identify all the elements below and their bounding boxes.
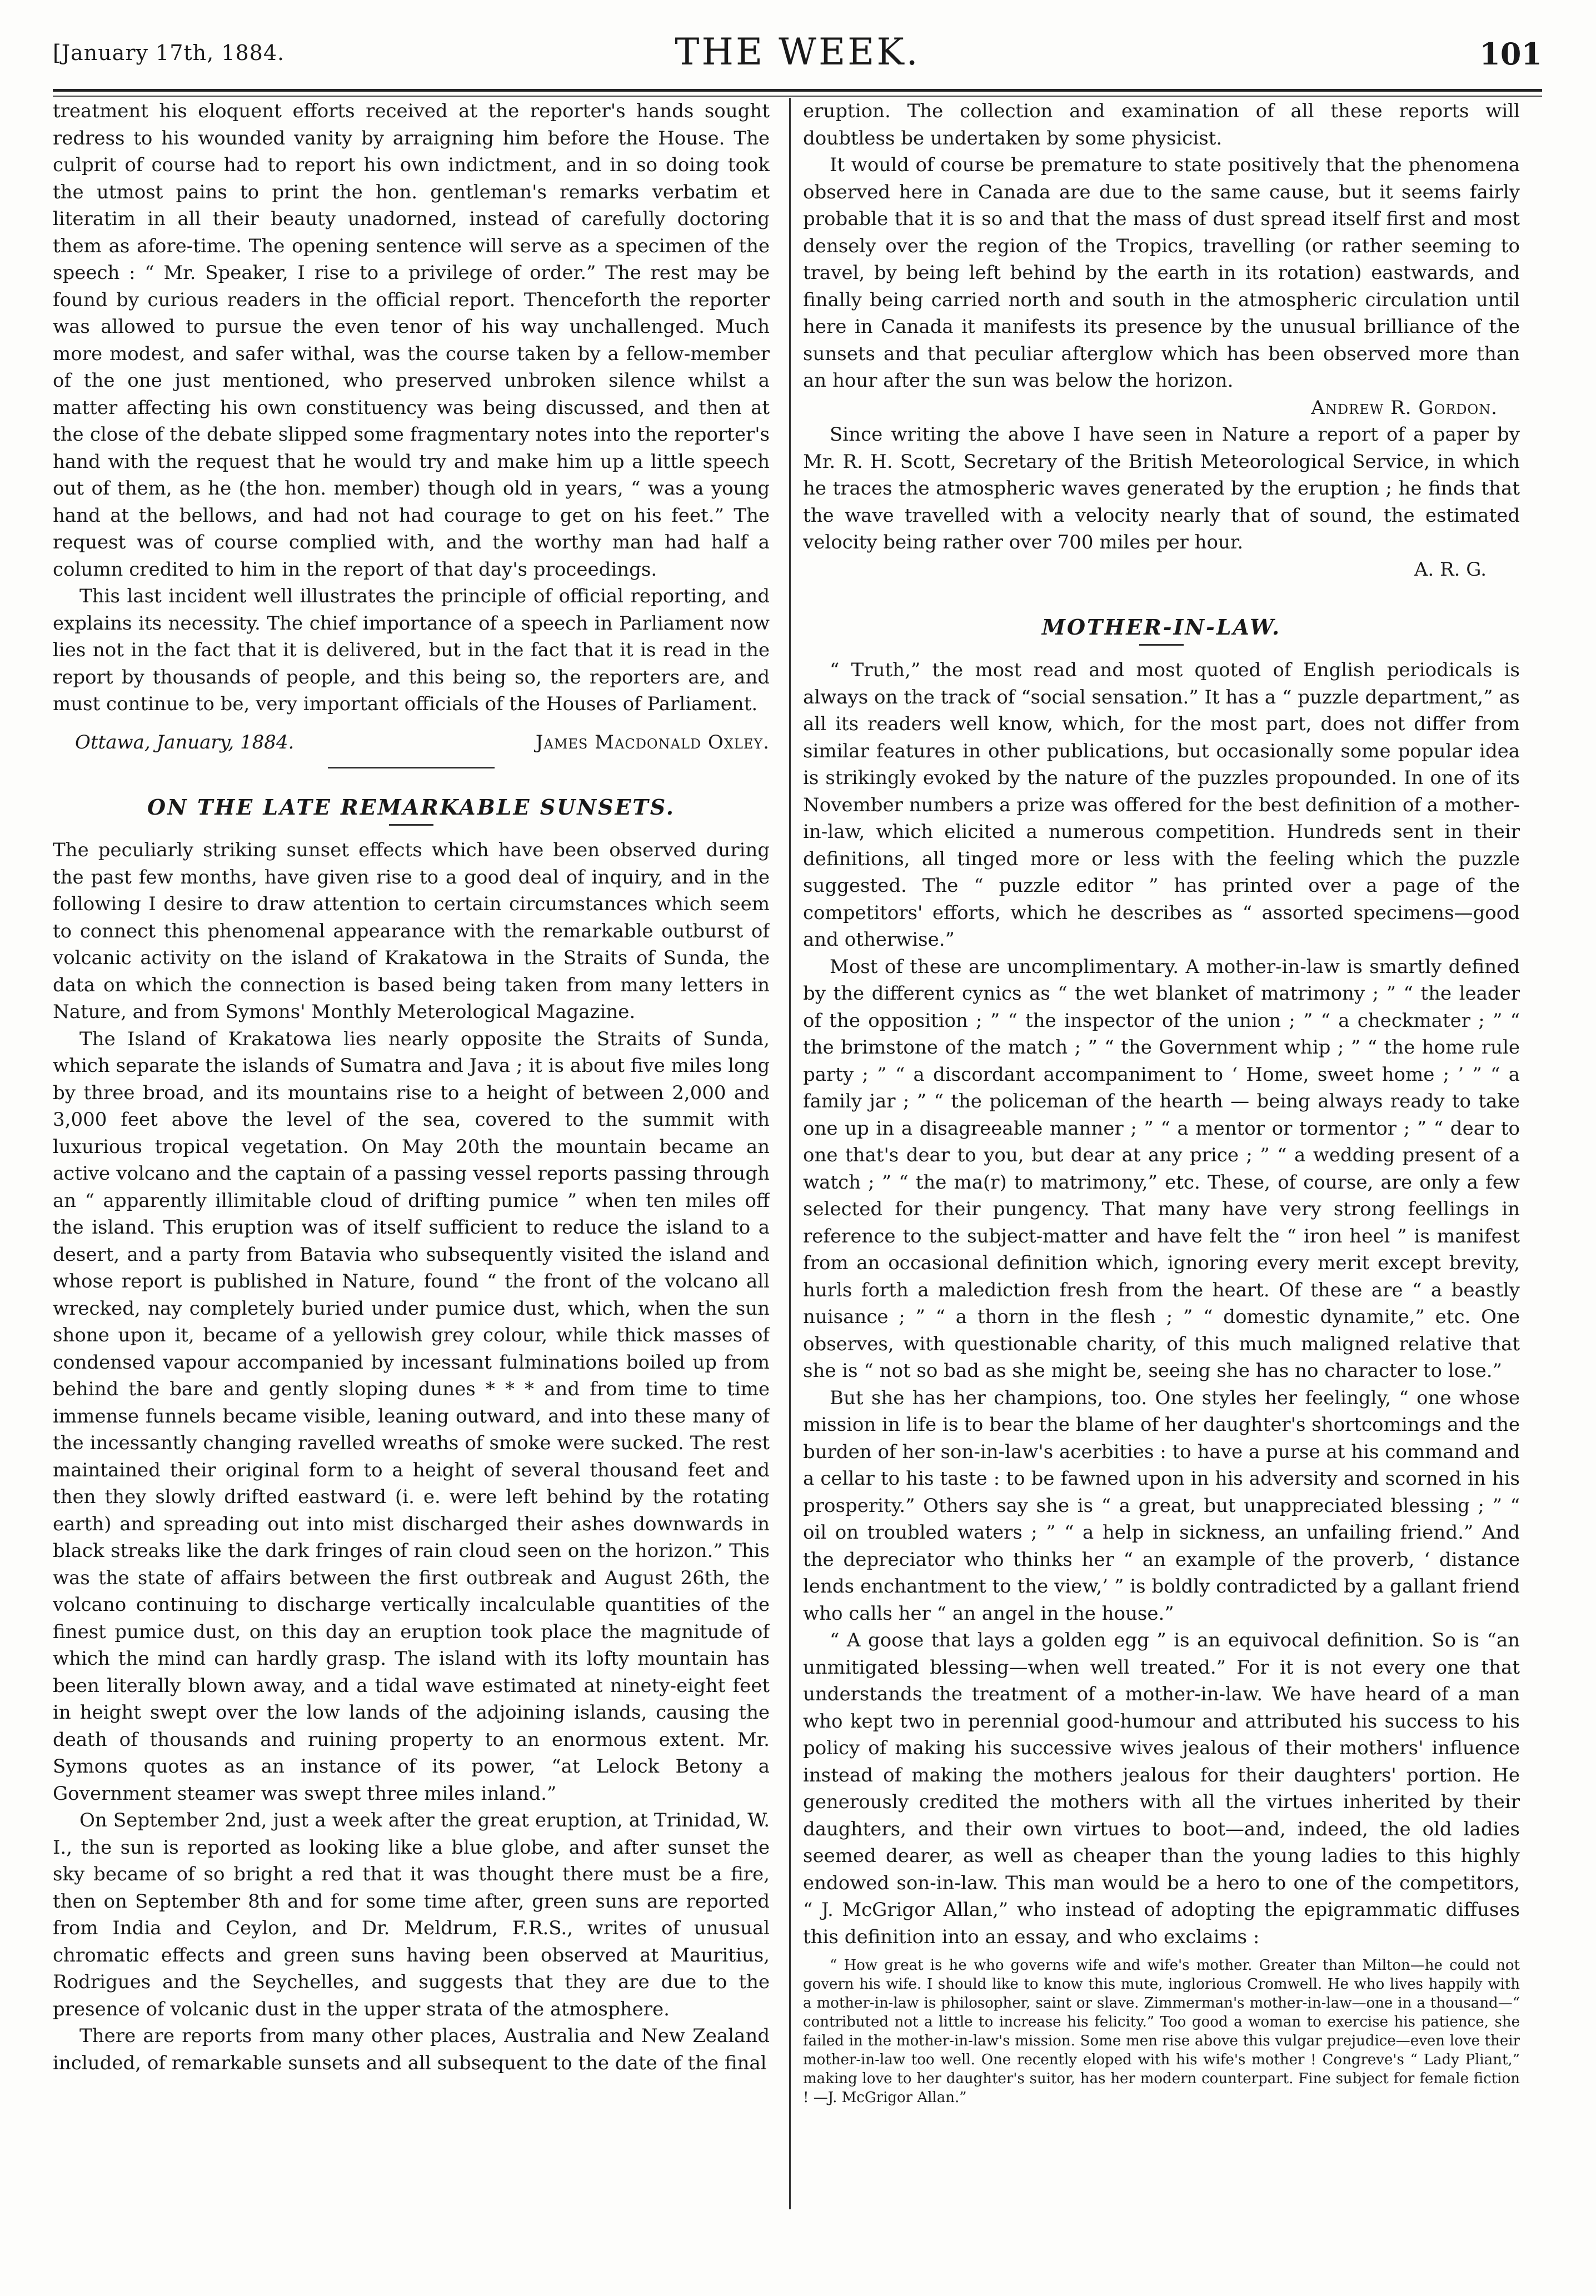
paragraph: It would of course be premature to state positively that the phenomena observed here in Canada are due to the same cause, but it seems fairly probable that it is so and that the mass of dust spread itself first and most densely over the region of the Tropics, travelling (or rather seeming to travel, by being left behind by the earth in its rotation) eastwards, and finally being carried north and south in the atmospheric circulation until here in Canada it manifests its presence by the unusual brilliance of the sunsets and that peculiar afterglow which has been observed more than an hour after the sun was below the horizon. (803, 154, 1520, 392)
column-divider (789, 98, 791, 2209)
continued-paragraph: treatment his eloquent efforts received at the reporter's hands sought redress to his wounded vanity by arraigning him before the House. The culprit of course had to report his own indictment, and in so doing took the utmost pains to print the hon. gentleman's remarks verbatim et literatim in all their beauty unadorned, instead of carefully doctoring them as afore-time. The opening sentence will serve as a specimen of the speech : “ Mr. Speaker, I rise to a privilege of order.” The rest may be found by curious readers in the official report. Thenceforth the reporter was allowed to pursue the even tenor of his way unchallenged. Much more modest, and safer withal, was the course taken by a fellow-member of the one just mentioned, who preserved unbroken silence whilst a matter affecting his own constituency was being discussed, and then at the close of the debate slipped some fragmentary notes into the reporter's hand with the request that he would try and make him up a little speech out of them, as he (the hon. member) though old in years, “ was a young hand at the bellows, and had not had courage to get on his feet.” The request was of course complied with, and the worthy man had half a column credited to him in the report of that day's proceedings. (53, 100, 770, 581)
masthead-title: THE WEEK. (675, 31, 920, 73)
page-number: 101 (1479, 36, 1542, 72)
article-signoff (53, 729, 770, 756)
paragraph: The peculiarly striking sunset effects which have been observed during the past few months, have given rise to a good deal of inquiry, and in the following I desire to draw attention to certain circumstances which seem to connect this phenomenal appearance with the remarkable outburst of volcanic activity on the island of Krakatowa in the Straits of Sunda, the data on which the connection is based being taken from many letters in Nature, and from Symons' Monthly Meterological Magazine. (53, 839, 770, 1023)
article-headline: ON THE LATE REMARKABLE SUNSETS. (147, 795, 676, 820)
page-header (53, 31, 1542, 92)
signoff-author: Andrew R. Gordon. (1311, 396, 1498, 419)
header-rule-thin (53, 96, 1542, 97)
issue-date: [January 17th, 1884. (53, 41, 285, 65)
signoff-author: James Macdonald Oxley. (535, 731, 770, 753)
paragraph: But she has her champions, too. One styles her feelingly, “ one whose mission in life is to bear the blame of her daughter's shortcomings and the burden of her son-in-law's acerbities : to have a purse at his command and a cellar to his taste : to be fawned upon in his adversity and scorned in his prosperity.” Others say she is “ a great, but unappreciated blessing ; ” “ oil on troubled waters ; ” “ a help in sickness, an unfailing friend.” And the depreciator who thinks her “ an example of the proverb, ‘ distance lends enchantment to the view,’ ” is boldly contradicted by a gallant friend who calls her “ an angel in the house.” (803, 1386, 1520, 1625)
paragraph: The Island of Krakatowa lies nearly opposite the Straits of Sunda, which separate the islands of Sumatra and Java ; it is about five miles long by three broad, and its mountains rise to a height of between 2,000 and 3,000 feet above the level of the sea, covered to the summit with luxurious tropical vegetation. On May 20th the mountain became an active volcano and the captain of a passing vessel reports passing through an “ apparently illimitable cloud of drifting pumice ” when ten miles off the island. This eruption was of itself sufficient to reduce the island to a desert, and a party from Batavia who subsequently visited the island and whose report is published in Nature, found “ the front of the volcano all wrecked, nay completely buried under pumice dust, which, when the sun shone upon it, became of a yellowish grey colour, while thick masses of condensed vapour accompanied by incessant fulminations boiled up from behind the bare and gently sloping dunes * * * and from time to time immense funnels became visible, leaning outward, and into these many of the incessantly changing ravelled wreaths of smoke were sucked. The rest maintained their original form to a height of several thousand feet and then they slowly drifted eastward (i. e. were left behind by the rotating earth) and spreading out into mist discharged their ashes downwards in black streaks like the dark fringes of rain cloud seen on the horizon.” This was the state of affairs between the first outbreak and August 26th, the volcano continuing to discharge vertically incalculable quantities of the finest pumice dust, on this day an eruption took place the magnitude of which the mind can hardly grasp. The island with its lofty mountain has been literally blown away, and a tidal wave estimated at ninety-eight feet in height swept over the low lands of the adjoining islands, causing the death of thousands and ruining property to an enormous extent. Mr. Symons quotes as an instance of its power, “at Lelock Betony a Government steamer was swept three miles inland.” (53, 1027, 770, 1805)
paragraph: There are reports from many other places, Australia and New Zealand included, of remarkable sunsets and all subsequent to the date of the final (53, 2025, 770, 2074)
paragraph: Most of these are uncomplimentary. A mother-in-law is smartly defined by the different cynics as “ the wet blanket of matrimony ; ” “ the leader of the opposition ; ” “ the inspector of the union ; ” “ a checkmater ; ” “ the brimstone of the match ; ” “ the Government whip ; ” “ the home rule party ; ” “ a discordant accompaniment to ‘ Home, sweet home ; ’ ” “ a family jar ; ” “ the policeman of the hearth — being always ready to take one up in a disagreeable manner ; ” “ a mentor or tormentor ; ” “ dear to one that's dear to you, but dear at any price ; ” “ a wedding present of a watch ; ” “ the ma(r) to matrimony,” etc. These, of course, are only a few selected for their pungency. That many have very strong feellings in reference to the subject-matter and have felt the “ iron heel ” is manifest from an occasional definition which, ignoring every merit except brevity, hurls forth a malediction fresh from the heart. Of these are “ a beastly nuisance ; ” “ a thorn in the flesh ; ” “ domestic dynamite,” etc. One observes, with questionable charity, of this much maligned relative that she is “ not so bad as she might be, seeing she has no character to lose.” (803, 955, 1520, 1382)
left-column (53, 98, 770, 2254)
paragraph: “ A goose that lays a golden egg ” is an equivocal definition. So is “an unmitigated blessing—when well treated.” For it is not every one that understands the treatment of a mother-in-law. We have heard of a man who kept two in perennial good-humour and attributed his success to his policy of making his successive wives jealous of their mothers' influence instead of making the mothers jealous for their daughters' portion. He generously credited the mothers with all the virtues inherited by their daughters, and their own virtues to boot—and, indeed, the old ladies seemed dearer, as well as cheaper than the young ladies to this highly endowed son-in-law. This man would be a hero to one of the competitors, “ J. McGrigor Allan,” who instead of adopting the epigrammatic diffuses this definition into an essay, and who exclaims : (803, 1629, 1520, 1948)
article-headline: MOTHER-IN-LAW. (1041, 615, 1281, 640)
continued-paragraph: eruption. The collection and examination of all these reports will doubtless be undertaken by some physicist. (803, 100, 1520, 149)
right-column (803, 98, 1520, 2254)
paragraph: On September 2nd, just a week after the great eruption, at Trinidad, W. I., the sun is reported as looking like a blue globe, and after sunset the sky became of so bright a red that it was thought there must be a fire, then on September 8th and for some time after, green suns are reported from India and Ceylon, and Dr. Meldrum, F.R.S., writes of unusual chromatic effects and green suns having been observed at Mauritius, Rodrigues and the Seychelles, and suggests that they are due to the presence of volcanic dust in the upper strata of the atmosphere. (53, 1809, 770, 2020)
header-rule (53, 89, 1542, 92)
article-signoff (803, 395, 1520, 422)
paragraph: This last incident well illustrates the principle of official reporting, and explains its necessity. The chief importance of a speech in Parliament now lies not in the fact that it is delivered, but in the fact that it is read in the report by thousands of people, and this being so, the reporters are, and must continue to be, very important officials of the Houses of Parliament. (53, 585, 770, 715)
signoff-place: Ottawa, January, 1884. (75, 731, 295, 753)
footnote-quotation: “ How great is he who governs wife and wife's mother. Greater than Milton—he could not govern his wife. I should like to know this mute, inglorious Cromwell. He who lives happily with a mother-in-law is philosopher, saint or slave. Zimmerman's mother-in-law—one in a thousand—“ contributed not a little to increase his felicity.” Too good a woman to exercise his patience, she failed in the mother-in-law's mission. Some men rise above this vulgar prejudice—even love their mother-in-law too well. One recently eloped with his wife's mother ! Congreve's “ Lady Pliant,” making love to her daughter's suitor, has her modern counterpart. Fine subject for female fiction ! —J. McGrigor Allan.” (803, 1957, 1520, 2106)
paragraph: Since writing the above I have seen in Nature a report of a paper by Mr. R. H. Scott, Secretary of the British Meteorological Service, in which he traces the atmospheric waves generated by the eruption ; he finds that the wave travelled with a velocity nearly that of sound, the estimated velocity being rather over 700 miles per hour. (803, 423, 1520, 553)
article-signoff (803, 556, 1520, 583)
signoff-initials: A. R. G. (1414, 558, 1487, 581)
paragraph: “ Truth,” the most read and most quoted of English periodicals is always on the track of “social sensation.” It has a “ puzzle department,” as all its readers well know, which, for the most part, does not differ from similar features in other publications, but occasionally some popular idea is strikingly evoked by the nature of the puzzles propounded. In one of its November numbers a prize was offered for the best definition of a mother-in-law, which elicited a numerous competition. Hundreds sent in their definitions, all tinged more or less with the feeling which the puzzle suggested. The “ puzzle editor ” has printed over a page of the competitors' efforts, which he describes as “ assorted specimens—good and otherwise.” (803, 659, 1520, 951)
